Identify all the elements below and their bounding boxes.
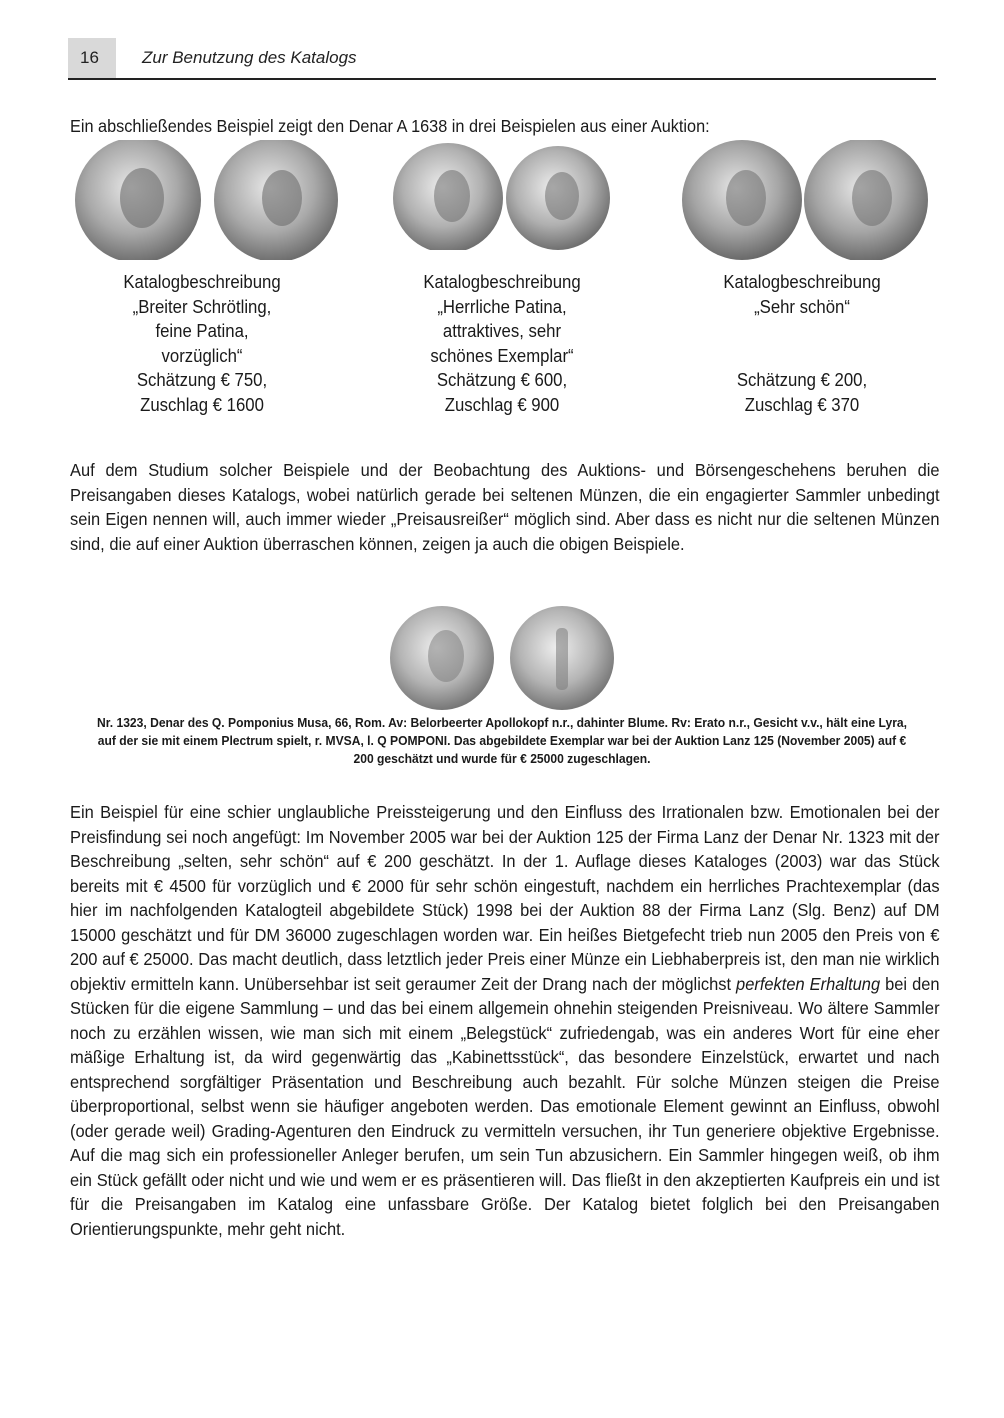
- figure-caption-lead: Nr. 1323: [96, 715, 144, 730]
- example-1-line: „Breiter Schrötling,: [132, 296, 272, 317]
- example-2-line: schönes Exemplar“: [430, 345, 574, 366]
- example-1-line: Katalogbeschreibung: [123, 272, 281, 292]
- example-2-caption: [381, 270, 623, 417]
- example-2-line: attraktives, sehr: [442, 321, 562, 341]
- paragraph-2-emphasis: perfekten Erhaltung: [736, 973, 881, 994]
- figure-caption: [93, 714, 911, 768]
- figure-caption-text: , Denar des Q. Pomponius Musa, 66, Rom. Av: Belorbeerter Apollokopf n.r., dahinter Blume. Rv: Erato n.r., Gesicht v.v., hält eine Lyra, auf der sie mit einem Plectrum spielt, r. MVSA, l. Q POMPONI. Das abgebildete Exemplar war bei der Auktion Lanz 125 (November 2005) auf € 200 geschätzt und wurde für € 25000 zugeschlagen.: [97, 715, 908, 766]
- example-3-line: Schätzung € 200,: [736, 370, 868, 390]
- paragraph-2: [70, 800, 940, 1241]
- example-1-line: Zuschlag € 1600: [140, 394, 264, 415]
- running-title: Zur Benutzung des Katalogs: [142, 48, 357, 67]
- example-1-line: Schätzung € 750,: [136, 370, 268, 390]
- coin-pair-2: [392, 140, 612, 250]
- header-rule: [68, 78, 936, 80]
- example-3-spacer: [681, 319, 923, 344]
- example-1-caption: [81, 270, 323, 417]
- example-3-line: Zuschlag € 370: [744, 394, 860, 415]
- coin-pair-1-image: [72, 140, 342, 260]
- coin-pair-2-image: [392, 140, 612, 250]
- example-3-spacer: [681, 344, 923, 369]
- example-3-line: „Sehr schön“: [754, 296, 850, 317]
- example-1-line: vorzüglich“: [161, 345, 243, 366]
- coin-pair-3-image: [682, 140, 932, 260]
- example-2-line: Schätzung € 600,: [436, 370, 568, 390]
- coin-pair-1: [72, 140, 342, 260]
- figure-coin-1323: [386, 606, 618, 715]
- coin-1323-image: [386, 606, 618, 710]
- example-2-line: Katalogbeschreibung: [423, 272, 581, 292]
- example-2-line: „Herrliche Patina,: [437, 296, 567, 317]
- paragraph-2-part-2: bei den Stücken für die eigene Sammlung – und das bei einem allgemein ohnehin steigenden Preisniveau. Wo ältere Sammler noch zu erzählen wissen, wie man sich mit einem „Belegstück“ zufriedengab, was ein anderes Wort für eine eher mäßige Erhaltung ist, da wird gegenwärtig das „Kabinettsstück“, das besondere Einzelstück, erwartet und nach entsprechend sorgfältiger Präsentation und Beschreibung auch bezahlt. Für solche Münzen steigen die Preise überproportional, selbst wenn sie häufiger angeboten werden. Das emotionale Element gewinnt an Einfluss, obwohl (oder gerade weil) Grading-Agenturen den Eindruck zu vermitteln versuchen, ihr Tun generiere objektive Ergebnisse. Auf die mag sich ein professioneller Anleger berufen, um sein Tun abzusichern. Ein Sammler hingegen weiß, ob ihm ein Stück gefällt oder nicht und wie und wem er es präsentieren will. Das fließt in den akzeptierten Kaufpreis ein und ist für die Preisangaben im Katalog eine unfassbare Größe. Der Katalog bietet folglich bei den Preisangaben Orientierungspunkte, mehr geht nicht.: [70, 973, 940, 1239]
- intro-sentence: Ein abschließendes Beispiel zeigt den Denar A 1638 in drei Beispielen aus einer Auktion:: [70, 116, 710, 136]
- paragraph-2-part-1: Ein Beispiel für eine schier unglaubliche Preissteigerung und den Einfluss des Irrationalen bzw. Emotionalen bei der Preisfindung sei noch angefügt: Im November 2005 war bei der Auktion 125 der Firma Lanz der Denar Nr. 1323 mit der Beschreibung „selten, sehr schön“ auf € 200 geschätzt. In der 1. Auflage dieses Kataloges (2003) war das Stück bereits mit € 4500 für vorzüglich und € 2000 für sehr schön eingestuft, nachdem ein herrliches Prachtexemplar (das hier im nachfolgenden Katalogteil abgebildete Stück) 1998 bei der Auktion 88 der Firma Lanz (Slg. Benz) auf DM 15000 geschätzt und für DM 36000 zugeschlagen worden war. Ein heißes Bietgefecht trieb nun 2005 den Preis von € 200 auf € 25000. Das macht deutlich, dass letztlich jeder Preis einer Münze ein Liebhaberpreis ist, den man nie wirklich objektiv ermitteln kann. Unübersehbar ist seit geraumer Zeit der Drang nach der möglichst: [70, 802, 940, 994]
- paragraph-1: Auf dem Studium solcher Beispiele und der Beobachtung des Auktions- und Börsengeschehens beruhen die Preisangaben dieses Katalogs, wobei natürlich gerade bei seltenen Münzen, die ein engagierter Sammler unbedingt sein Eigen nennen will, auch immer wieder „Preisausreißer“ möglich sind. Aber dass es nicht nur die seltenen Münzen sind, die auf einer Auktion überraschen können, zeigen ja auch die obigen Beispiele.: [70, 460, 940, 554]
- example-2-line: Zuschlag € 900: [444, 394, 560, 415]
- example-3-line: Katalogbeschreibung: [723, 272, 881, 292]
- page-number: 16: [80, 48, 99, 67]
- coin-pair-3: [682, 140, 932, 260]
- example-1-line: feine Patina,: [155, 321, 249, 341]
- example-3-caption: [681, 270, 923, 417]
